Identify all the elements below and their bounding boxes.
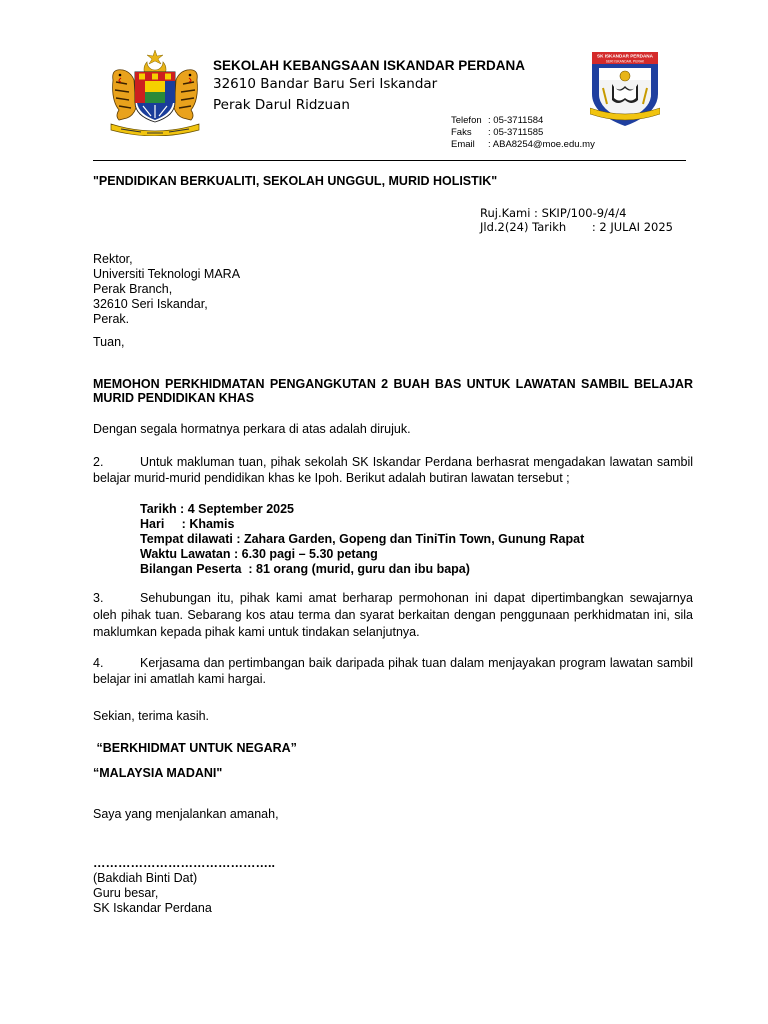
- trust-text: Saya yang menjalankan amanah,: [93, 807, 279, 821]
- recipient-line: Universiti Teknologi MARA: [93, 267, 241, 281]
- detail-day: Hari : Khamis: [140, 517, 235, 531]
- school-name: SEKOLAH KEBANGSAAN ISKANDAR PERDANA: [213, 58, 526, 73]
- date-value: 2 JULAI 2025: [599, 220, 673, 234]
- contact-value: 05-3711585: [493, 127, 544, 138]
- paragraph-number: 3.: [93, 591, 104, 605]
- signatory-school: SK Iskandar Perdana: [93, 901, 212, 915]
- signature-line: ……………………………………..: [93, 856, 275, 870]
- contact-sep: :: [488, 139, 491, 150]
- contact-sep: :: [488, 127, 491, 138]
- recipient-line: Perak.: [93, 312, 130, 326]
- school-crest-logo: [590, 50, 660, 128]
- school-motto: "PENDIDIKAN BERKUALITI, SEKOLAH UNGGUL, MURID HOLISTIK": [93, 174, 498, 188]
- recipient-address: [93, 252, 693, 327]
- coat-of-arms-logo: [107, 50, 203, 136]
- header-divider: [93, 160, 686, 161]
- contact-sep: :: [488, 115, 491, 126]
- slogan-berkhidmat: “BERKHIDMAT UNTUK NEGARA”: [93, 741, 297, 755]
- recipient-line: Rektor,: [93, 252, 133, 266]
- date-label: Jld.2(24) Tarikh: [480, 220, 567, 234]
- paragraph-text: Untuk makluman tuan, pihak sekolah SK Iskandar Perdana berhasrat mengadakan lawatan sambil belajar murid-murid pendidikan khas ke Ipoh. Berikut adalah butiran lawatan tersebut ;: [93, 455, 693, 485]
- reference-date: [480, 220, 673, 234]
- signature-block: [93, 856, 693, 916]
- recipient-line: Perak Branch,: [93, 282, 173, 296]
- paragraph-text: Sehubungan itu, pihak kami amat berharap permohonan ini dapat dipertimbangkan sewajarnya oleh pihak tuan. Sebarang kos atau terma dan syarat berkaitan dengan penggunaan perkhidmatan ini, sila maklumkan kepada pihak kami untuk tindakan selanjutnya.: [93, 591, 693, 639]
- crest-school-subtext: SERI ISKANDAR, PERAK: [605, 59, 645, 64]
- contact-email: [451, 139, 595, 151]
- signatory-name: (Bakdiah Binti Dat): [93, 871, 198, 885]
- salutation: Tuan,: [93, 335, 125, 349]
- detail-place: Tempat dilawati : Zahara Garden, Gopeng dan TiniTin Town, Gunung Rapat: [140, 532, 585, 546]
- contact-label: Telefon: [451, 115, 482, 126]
- reference-number: Ruj.Kami : SKIP/100-9/4/4: [480, 206, 627, 220]
- address-line-1: 32610 Bandar Baru Seri Iskandar: [213, 76, 438, 92]
- address-line-2: Perak Darul Ridzuan: [213, 97, 350, 113]
- contact-value: 05-3711584: [493, 115, 544, 126]
- signatory-title: Guru besar,: [93, 886, 159, 900]
- slogan-malaysia-madani: “MALAYSIA MADANI": [93, 766, 223, 780]
- contact-value: ABA8254@moe.edu.my: [492, 139, 595, 150]
- contact-label: Email: [451, 139, 475, 150]
- detail-date: Tarikh : 4 September 2025: [140, 502, 295, 516]
- date-sep: :: [591, 220, 596, 234]
- contact-phone: [451, 115, 543, 127]
- paragraph-3: [93, 590, 693, 641]
- detail-time: Waktu Lawatan : 6.30 pagi – 5.30 petang: [140, 547, 378, 561]
- detail-participants: Bilangan Peserta : 81 orang (murid, guru dan ibu bapa): [140, 562, 470, 576]
- paragraph-2: [93, 454, 693, 486]
- letter-subject: MEMOHON PERKHIDMATAN PENGANGKUTAN 2 BUAH BAS UNTUK LAWATAN SAMBIL BELAJAR MURID PENDIDIKAN KHAS: [93, 377, 693, 405]
- closing-text: Sekian, terima kasih.: [93, 709, 210, 723]
- paragraph-text: Kerjasama dan pertimbangan baik daripada pihak tuan dalam menjayakan program lawatan sambil belajar ini amatlah kami hargai.: [93, 656, 693, 686]
- paragraph-4: [93, 655, 693, 687]
- paragraph-1: Dengan segala hormatnya perkara di atas adalah dirujuk.: [93, 422, 411, 436]
- paragraph-number: 2.: [93, 455, 104, 469]
- paragraph-number: 4.: [93, 656, 104, 670]
- crest-school-text: SK ISKANDAR PERDANA: [597, 53, 653, 59]
- visit-details: [140, 502, 584, 577]
- recipient-line: 32610 Seri Iskandar,: [93, 297, 208, 311]
- contact-label: Faks: [451, 127, 472, 138]
- contact-fax: [451, 127, 543, 139]
